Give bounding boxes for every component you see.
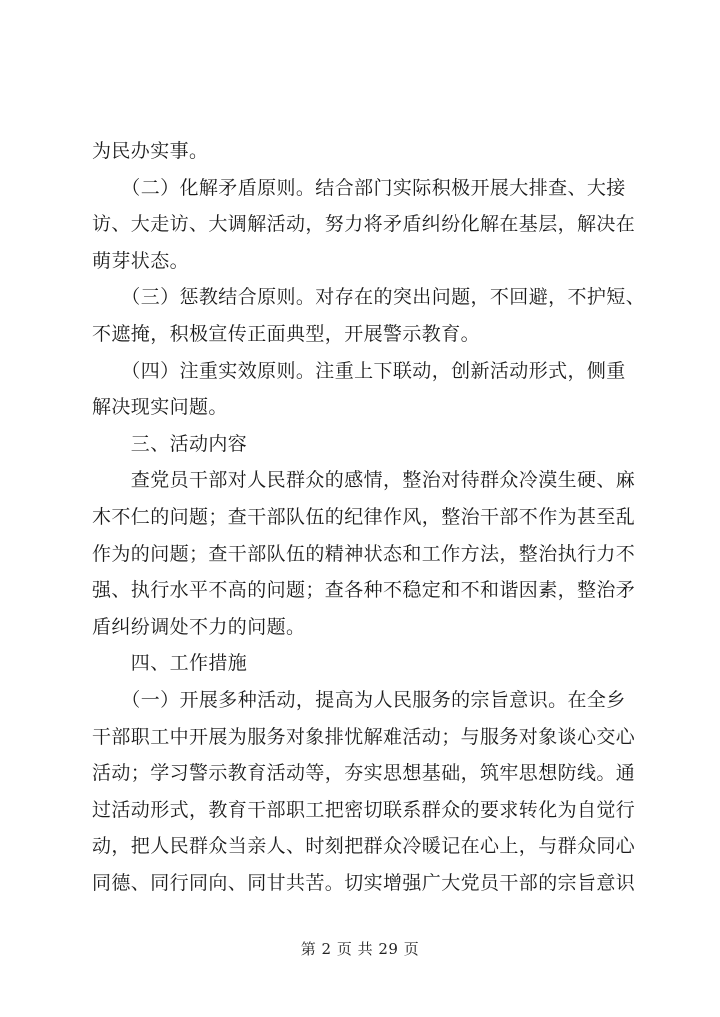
section-heading: 四、工作措施: [92, 652, 248, 675]
text-line: 为民办实事。: [92, 140, 209, 162]
text-line: 过活动形式，教育干部职工把密切联系群众的要求转化为自觉行: [92, 798, 636, 821]
text-line: 木不仁的问题；查干部队伍的纪律作风，整治干部不作为甚至乱: [92, 505, 636, 528]
text-line: 同德、同行同向、同甘共苦。切实增强广大党员干部的宗旨意识: [92, 871, 636, 894]
text-line: （一）开展多种活动，提高为人民服务的宗旨意识。在全乡: [92, 688, 626, 711]
text-line: 干部职工中开展为服务对象排忧解难活动；与服务对象谈心交心: [92, 725, 636, 748]
text-line: 强、执行水平不高的问题；查各种不稳定和不和谐因素，整治矛: [92, 579, 636, 602]
text-line: （二）化解矛盾原则。结合部门实际积极开展大排查、大接: [92, 176, 626, 199]
text-line: （四）注重实效原则。注重上下联动，创新活动形式，侧重: [92, 359, 626, 382]
text-line: 访、大走访、大调解活动，努力将矛盾纠纷化解在基层，解决在: [92, 213, 636, 236]
text-line: 动，把人民群众当亲人、时刻把群众冷暖记在心上，与群众同心: [92, 835, 636, 858]
page-number-footer: 第 2 页 共 29 页: [300, 940, 420, 958]
text-line: 作为的问题；查干部队伍的精神状态和工作方法，整治执行力不: [92, 542, 636, 565]
text-line: 盾纠纷调处不力的问题。: [92, 615, 306, 638]
text-line: 活动；学习警示教育活动等，夯实思想基础，筑牢思想防线。通: [92, 762, 636, 785]
text-line: （三）惩教结合原则。对存在的突出问题，不回避，不护短、: [92, 286, 646, 309]
text-line: 不遮掩，积极宣传正面典型，开展警示教育。: [92, 322, 481, 345]
text-line: 解决现实问题。: [92, 396, 228, 419]
document-body: [92, 133, 646, 901]
text-line: 查党员干部对人民群众的感情，整治对待群众冷漠生硬、麻: [92, 469, 636, 492]
section-heading: 三、活动内容: [92, 432, 248, 455]
body-text: [92, 133, 646, 901]
text-line: 萌芽状态。: [92, 249, 190, 272]
